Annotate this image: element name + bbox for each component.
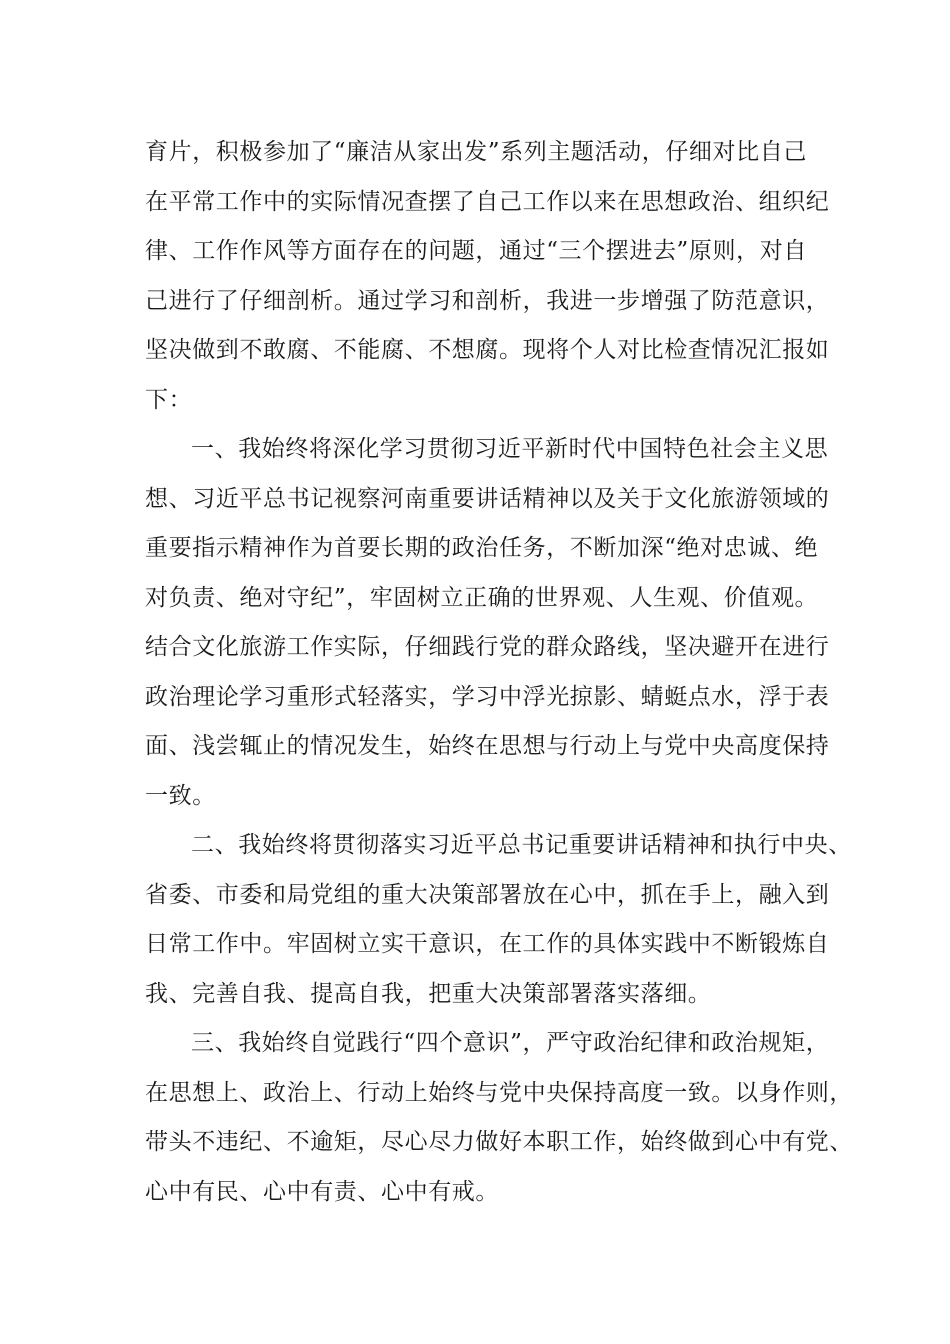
text-line-3: 律、工作作风等方面存在的问题，通过“三个摆进去”原则，对自 (145, 238, 807, 264)
text-line-6: 下： (145, 386, 193, 413)
document-body (145, 128, 853, 1217)
paragraph-2-start: 二、我始终将贯彻落实习近平总书记重要讲话精神和执行中央、 (191, 832, 852, 858)
text-line-22: 心中有民、心中有责、心中有戒。 (145, 1178, 499, 1205)
text-line-2: 在平常工作中的实际情况查摆了自己工作以来在思想政治、组织纪 (145, 188, 830, 215)
text-line-20: 在思想上、政治上、行动上始终与党中央保持高度一致。以身作则， (145, 1079, 853, 1106)
text-line-1: 育片，积极参加了“廉洁从家出发”系列主题活动，仔细对比自己 (145, 139, 807, 165)
text-line-10: 对负责、绝对守纪”，牢固树立正确的世界观、人生观、价值观。 (145, 584, 819, 611)
text-line-13: 面、浅尝辄止的情况发生，始终在思想与行动上与党中央高度保持 (145, 733, 830, 759)
text-line-16: 省委、市委和局党组的重大决策部署放在心中，抓在手上，融入到 (145, 881, 830, 908)
paragraph-3-start: 三、我始终自觉践行“四个意识”，严守政治纪律和政治规矩， (191, 1030, 830, 1056)
text-line-17: 日常工作中。牢固树立实干意识，在工作的具体实践中不断锻炼自 (145, 931, 830, 957)
text-line-14: 一致。 (145, 782, 216, 809)
text-line-9: 重要指示精神作为首要长期的政治任务，不断加深“绝对忠诚、绝 (145, 535, 819, 561)
text-line-18: 我、完善自我、提高自我，把重大决策部署落实落细。 (145, 980, 712, 1007)
text-line-12: 政治理论学习重形式轻落实，学习中浮光掠影、蜻蜓点水，浮于表 (145, 683, 830, 710)
text-line-5: 坚决做到不敢腐、不能腐、不想腐。现将个人对比检查情况汇报如 (145, 337, 830, 363)
text-line-21: 带头不违纪、不逾矩，尽心尽力做好本职工作，始终做到心中有党、 (145, 1129, 853, 1155)
text-line-11: 结合文化旅游工作实际，仔细践行党的群众路线，坚决避开在进行 (145, 634, 830, 660)
paragraph-1-start: 一、我始终将深化学习贯彻习近平新时代中国特色社会主义思 (191, 436, 829, 462)
text-line-8: 想、习近平总书记视察河南重要讲话精神以及关于文化旅游领域的 (145, 485, 830, 512)
text-line-4: 己进行了仔细剖析。通过学习和剖析，我进一步增强了防范意识， (145, 287, 830, 314)
